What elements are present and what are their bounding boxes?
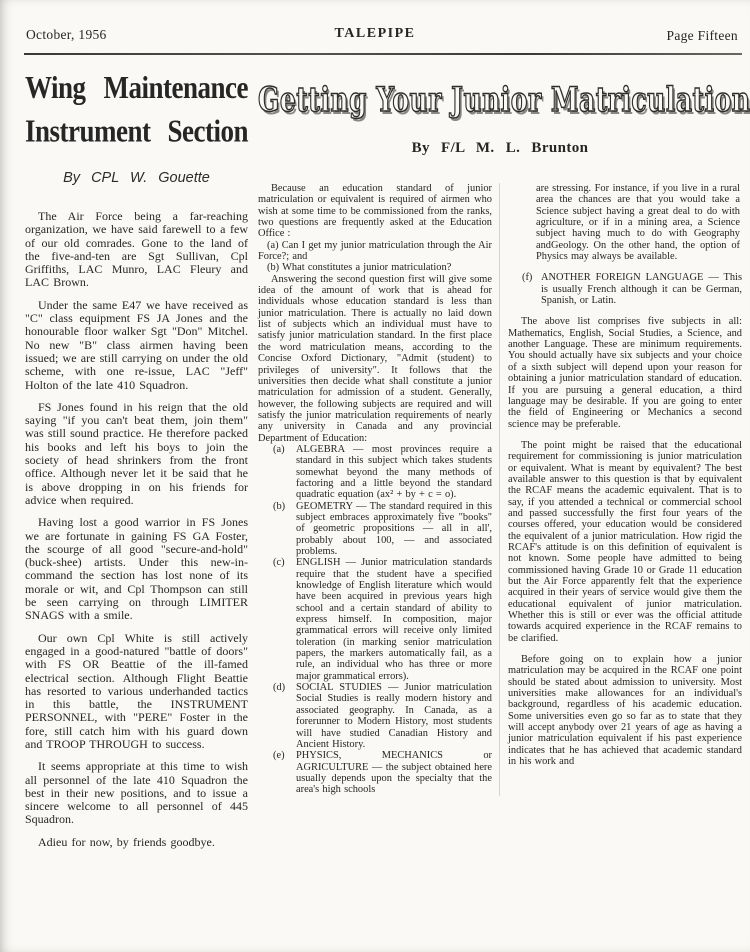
list-item-label: (b): [273, 500, 286, 512]
paragraph: Our own Cpl White is still actively engaged in a good-natured "battle of doors" with FS OR Beattie of the ill-famed electrical section. Although Flight Beattie has resorted to various underhanded tactics in this battle, the INSTRUMENT PERSONNEL, with "PERE" Foster in the fore, still catch him with his guard down and TROOP THROUGH to success.: [25, 630, 248, 751]
list-item-label: (f): [522, 272, 533, 284]
page-number: Page Fifteen: [666, 28, 738, 43]
left-article-title-line1: Wing Maintenance: [25, 69, 248, 105]
list-item-label: (a): [273, 443, 285, 455]
left-article-title-line2: Instrument Section: [25, 113, 248, 149]
left-article-byline: By CPL W. Gouette: [63, 170, 210, 186]
paragraph: Adieu for now, by friends goodbye.: [38, 834, 215, 849]
main-article-column-right: [499, 183, 742, 796]
main-article-column-left: [258, 183, 499, 796]
list-item-text: PHYSICS, MECHANICS or AGRICULTURE — the subject obtained here usually depends upon the specialty that the area's high schools: [296, 750, 492, 796]
paragraph: The above list comprises five subjects in all: Mathematics, English, Social Studies, a Science, and another Language. These are minimum requirements. You should actually have six subjects and your choice of a sixth subject will depend upon your reason for obtaining a junior matriculation standard of education. If you are pursuing a general education, a third language may be desirable. If you are going to enter the field of Engineering or Mechanics a second science may be preferable.: [508, 316, 742, 430]
list-item-label: (d): [273, 682, 286, 694]
list-item-social-studies: [258, 682, 492, 750]
list-item-foreign-language: [508, 272, 742, 306]
paragraph: Under the same E47 we have received as "C" class equipment FS JA Jones and the honourable floor walker Sgt "Don" Mitchel. No new "B" class airmen having been issued; we are still carrying on under the old scheme, with one re-issue, LAC "Jeff" Holton of the late 410 Squadron.: [25, 297, 248, 392]
list-item-physics: [258, 750, 492, 795]
paragraph: The point might be raised that the educational requirement for commissioning is junior matriculation or equivalent. What is meant by equivalent? The best available answer to this question is that by equivalent the RCAF means the academic equivalent. That is to say, if you attended a technical or commercial school and passed successfully the first four years of the courses offered, your education would be considered the equivalent of a junior matriculation. How rigid the RCAF's attitude is on this definition of equivalent is not known. Some people have admitted to being commissioned having Grade 10 or Grade 11 education but the Air Force apparently felt that the experience acquired in their years of service would give them the educational equivalent of junior matriculation. Whether this is still or ever was the official attitude towards acquired experience in the RCAF remains to be clarified.: [508, 439, 742, 644]
list-item-text: ANOTHER FOREIGN LANGUAGE — This is usually French although it can be German, Spanish, or Latin.: [541, 272, 742, 307]
list-item-label: (e): [273, 750, 285, 762]
issue-date: October, 1956: [26, 27, 107, 42]
question-a: (a) Can I get my junior matriculation through the Air Force?; and: [258, 239, 492, 263]
list-item-algebra: [258, 444, 492, 501]
list-item-geometry: [258, 501, 492, 558]
list-item-text: GEOMETRY — The standard required in this subject embraces approximately five "books" of geometric propositions — all in all', probably about 100, — and associated problems.: [296, 500, 492, 557]
list-item-text: SOCIAL STUDIES — Junior matriculation Social Studies is really modern history and associated geography. In Canada, as a forerunner to Modern History, most students will have studied Canadian History and Ancient History.: [296, 682, 492, 750]
paragraph: FS Jones found in his reign that the old saying "if you can't beat them, join them" was still sound practice. He therefore packed his books and left his boys to join the society of head shrinkers from the front office. Although never let it be said that he is above dropping in on his friends for advice when required.: [25, 399, 248, 507]
left-article-body: [25, 210, 248, 849]
list-item-physics-continuation: are stressing. For instance, if you live in a rural area the chances are that you would take a Science subject having a great deal to do with agriculture, or if in a mining area, a Science subject having much to do with Geography andGeology. On the other hand, the option of Physics may always be available.: [536, 183, 740, 263]
paragraph: Answering the second question first will give some idea of the amount of work that is ahead for individuals whose education standard is less than junior matriculation. There is actually no laid down list of subjects which an individual must have to satisfy junior matriculation standard. In the first place the word matriculation means, according to the Concise Oxford Dictionary, "Admit (student) to privileges of university". It follows that the universities then decide what shall constitute a junior matriculation for admission of a student. Generally, however, the following subjects are required and will satisfy the junior matriculation requirements of nearly any university in Canada and any provincial Department of Education:: [258, 273, 492, 444]
paragraph: Before going on to explain how a junior matriculation may be acquired in the RCAF one point should be stated about admission to university. Most universities make allowances for an individual's background, regardless of his academic education. Some universities even go so far as to state that they will accept anybody over 21 years of age as having a junior matriculation equivalent if his past experience indicates that he has achieved that academic standard in his work and: [508, 654, 742, 768]
paragraph: It seems appropriate at this time to wish all personnel of the late 410 Squadron the best in their new positions, and to issue a sincere welcome to all personnel of 445 Squadron.: [25, 759, 248, 827]
left-article: [25, 63, 248, 858]
main-article-byline: By F/L M. L. Brunton: [411, 140, 589, 156]
page-body: [0, 55, 750, 858]
main-article-columns: [258, 183, 742, 796]
paragraph: The Air Force being a far-reaching organization, we have said farewell to a few of our old comrades. Gone to the land of the five-and-ten are Sgt Sullivan, Cpl Griffiths, LAC Munro, LAC Fleury and LAC Brown.: [25, 209, 248, 290]
paragraph: Having lost a good warrior in FS Jones we are fortunate in gaining FS GA Foster, the scourge of all good "secure-and-hold" (buck-shee) artists. Under this new-in-command the section has lost none of its morale or wit, and Cpl Thompson can still be seen carrying on through LIMITER SNAGS with a smile.: [25, 515, 248, 623]
main-article: [258, 63, 750, 858]
main-article-headline: Getting Your Junior Matriculation: [258, 80, 750, 120]
paragraph: Because an education standard of junior matriculation or equivalent is required of airmen who wish at some time to be commissioned from the ranks, two questions are frequently asked at the Education Office :: [258, 183, 492, 240]
list-item-text: ENGLISH — Junior matriculation standards require that the student have a specified knowledge of English literature which would have been acquired in previous years high school and a certain standard of ability to express himself. In composition, major grammatical errors will receive only limited toleration (in marking senior matriculation papers, the markers automatically fail, as a rule, an individual who has three or more major grammatical errors).: [296, 557, 492, 682]
list-item-label: (c): [273, 557, 285, 569]
list-item-english: [258, 557, 492, 682]
masthead-title: TALEPIPE: [334, 26, 416, 41]
list-item-text: ALGEBRA — most provinces require a standard in this subject which takes students somewhat beyond the many methods of factoring and a little beyond the standard quadratic equation (ax² + by + c = o).: [296, 443, 492, 501]
left-article-title: [25, 66, 248, 153]
question-b: (b) What constitutes a junior matriculation?: [267, 262, 452, 274]
page-header: [0, 0, 750, 49]
